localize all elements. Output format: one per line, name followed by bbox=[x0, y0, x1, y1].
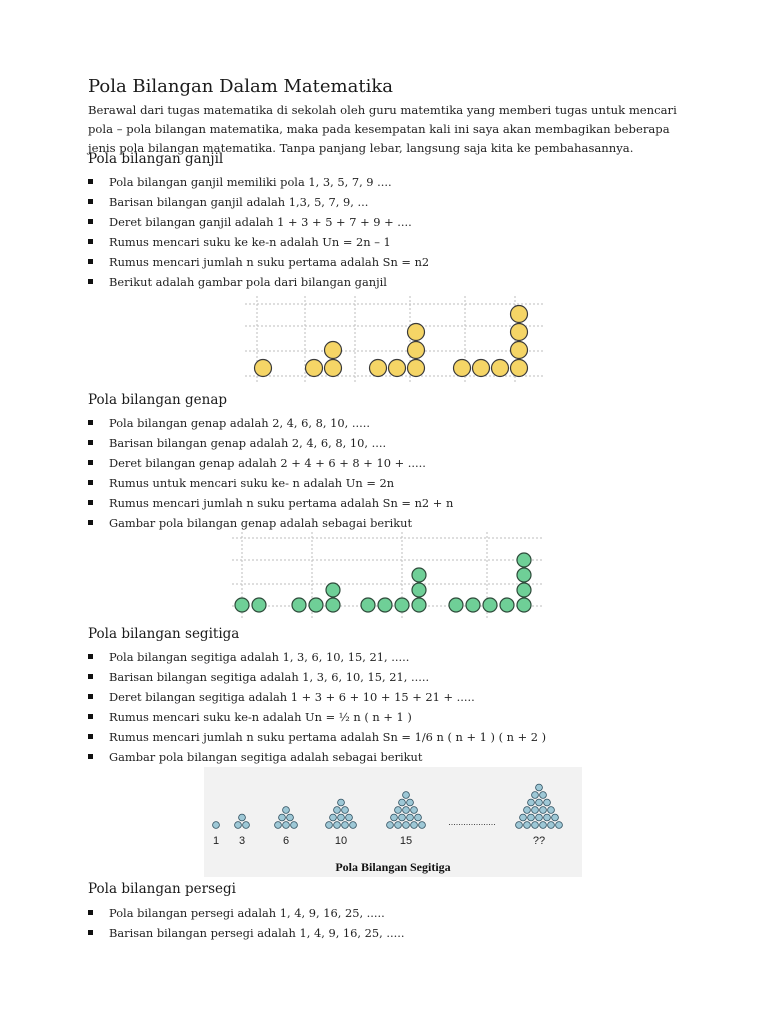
bullet-list-genap bbox=[88, 413, 453, 533]
list-item: Rumus mencari jumlah n suku pertama adalah Sn = n2 + n bbox=[88, 493, 453, 513]
triangle-dot bbox=[536, 784, 543, 791]
triangle-dot bbox=[407, 799, 414, 806]
triangle-dot bbox=[326, 822, 333, 829]
triangle-label: 6 bbox=[282, 835, 290, 847]
triangle-dot bbox=[338, 814, 345, 821]
triangle-dot bbox=[536, 814, 543, 821]
pattern-dot bbox=[412, 568, 426, 582]
triangle-dot bbox=[330, 814, 337, 821]
list-item: Pola bilangan persegi adalah 1, 4, 9, 16, 25, ..... bbox=[88, 903, 405, 923]
pattern-dot bbox=[252, 598, 266, 612]
triangle-dot bbox=[540, 822, 547, 829]
triangle-dot bbox=[556, 822, 563, 829]
bullet-list-ganjil bbox=[88, 172, 429, 292]
triangle-dot bbox=[540, 792, 547, 799]
triangle-dot bbox=[552, 814, 559, 821]
pattern-dot bbox=[370, 360, 387, 377]
list-item: Barisan bilangan persegi adalah 1, 4, 9, 16, 25, ..... bbox=[88, 923, 405, 943]
triangle-dot bbox=[399, 814, 406, 821]
pattern-dot bbox=[255, 360, 272, 377]
pattern-dot bbox=[517, 553, 531, 567]
triangle-dot bbox=[544, 799, 551, 806]
pattern-dot bbox=[511, 306, 528, 323]
triangle-label: ?? bbox=[532, 835, 546, 847]
triangle-label: 1 bbox=[212, 835, 220, 847]
pattern-dot bbox=[466, 598, 480, 612]
list-item: Berikut adalah gambar pola dari bilangan ganjil bbox=[88, 272, 429, 292]
triangle-dot bbox=[334, 807, 341, 814]
triangle-dot bbox=[540, 807, 547, 814]
pattern-dot bbox=[235, 598, 249, 612]
pattern-dot bbox=[473, 360, 490, 377]
list-item: Barisan bilangan genap adalah 2, 4, 6, 8, 10, .... bbox=[88, 433, 453, 453]
bullet-icon bbox=[88, 930, 93, 935]
page-title: Pola Bilangan Dalam Matematika bbox=[88, 76, 393, 97]
triangle-dot bbox=[283, 822, 290, 829]
pattern-dot bbox=[511, 342, 528, 359]
pattern-dot bbox=[325, 360, 342, 377]
pattern-dot bbox=[361, 598, 375, 612]
intro-paragraph: Berawal dari tugas matematika di sekolah oleh guru matemtika yang memberi tugas untuk mencari pola – pola bilangan matematika, maka pada kesempatan kali ini saya akan membagikan beberapa jenis pola bilangan matematika. Tanpa panjang lebar, langsung saja kita ke pembahasannya. bbox=[88, 103, 677, 155]
triangle-dot bbox=[544, 814, 551, 821]
bullet-icon bbox=[88, 500, 93, 505]
list-item: Barisan bilangan segitiga adalah 1, 3, 6, 10, 15, 21, ..... bbox=[88, 667, 546, 687]
triangle-label: 3 bbox=[238, 835, 246, 847]
triangle-dot bbox=[287, 814, 294, 821]
bullet-icon bbox=[88, 259, 93, 264]
bullet-icon bbox=[88, 694, 93, 699]
triangle-dot bbox=[548, 807, 555, 814]
triangle-dot bbox=[342, 807, 349, 814]
pattern-dot bbox=[408, 342, 425, 359]
triangle-dot bbox=[235, 822, 242, 829]
bullet-icon bbox=[88, 714, 93, 719]
triangle-dot bbox=[548, 822, 555, 829]
triangle-dot bbox=[291, 822, 298, 829]
triangle-dot bbox=[399, 799, 406, 806]
bullet-icon bbox=[88, 420, 93, 425]
triangle-dot bbox=[536, 799, 543, 806]
bullet-icon bbox=[88, 910, 93, 915]
pattern-dot bbox=[408, 360, 425, 377]
list-item: Pola bilangan segitiga adalah 1, 3, 6, 10, 15, 21, ..... bbox=[88, 647, 546, 667]
triangle-dot bbox=[411, 807, 418, 814]
pattern-dot bbox=[517, 583, 531, 597]
triangle-dot bbox=[516, 822, 523, 829]
bullet-icon bbox=[88, 199, 93, 204]
pattern-dot bbox=[412, 583, 426, 597]
list-item: Deret bilangan genap adalah 2 + 4 + 6 + 8 + 10 + ..... bbox=[88, 453, 453, 473]
triangle-dot bbox=[528, 814, 535, 821]
pattern-dot bbox=[306, 360, 323, 377]
bullet-icon bbox=[88, 279, 93, 284]
triangle-dot bbox=[532, 822, 539, 829]
figure-caption: Pola Bilangan Segitiga bbox=[335, 860, 451, 874]
section-heading-ganjil: Pola bilangan ganjil bbox=[88, 151, 224, 167]
triangle-dot bbox=[279, 814, 286, 821]
triangle-dot bbox=[334, 822, 341, 829]
section-heading-segitiga: Pola bilangan segitiga bbox=[88, 626, 240, 642]
bullet-icon bbox=[88, 654, 93, 659]
bullet-icon bbox=[88, 440, 93, 445]
pattern-dot bbox=[326, 598, 340, 612]
pattern-dot bbox=[511, 360, 528, 377]
pattern-dot bbox=[325, 342, 342, 359]
triangle-dot bbox=[528, 799, 535, 806]
list-item: Gambar pola bilangan segitiga adalah sebagai berikut bbox=[88, 747, 546, 767]
triangle-pattern-figure bbox=[204, 767, 582, 877]
pattern-dot bbox=[492, 360, 509, 377]
bullet-icon bbox=[88, 734, 93, 739]
triangle-dot bbox=[524, 807, 531, 814]
bullet-icon bbox=[88, 674, 93, 679]
list-item: Rumus untuk mencari suku ke- n adalah Un = 2n bbox=[88, 473, 453, 493]
list-item: Pola bilangan genap adalah 2, 4, 6, 8, 10, ..... bbox=[88, 413, 453, 433]
triangle-dot bbox=[407, 814, 414, 821]
triangle-dot bbox=[419, 822, 426, 829]
bullet-icon bbox=[88, 239, 93, 244]
triangle-dot bbox=[387, 822, 394, 829]
pattern-dot bbox=[378, 598, 392, 612]
pattern-dot bbox=[408, 324, 425, 341]
list-item: Rumus mencari jumlah n suku pertama adalah Sn = n2 bbox=[88, 252, 429, 272]
pattern-dot bbox=[483, 598, 497, 612]
triangle-dot bbox=[403, 792, 410, 799]
bullet-list-segitiga bbox=[88, 647, 546, 767]
triangle-dot bbox=[243, 822, 250, 829]
triangle-dot bbox=[395, 822, 402, 829]
pattern-dot bbox=[309, 598, 323, 612]
triangle-dot bbox=[283, 807, 290, 814]
triangle-dot bbox=[411, 822, 418, 829]
bullet-icon bbox=[88, 520, 93, 525]
pattern-dot bbox=[395, 598, 409, 612]
triangle-dot bbox=[532, 792, 539, 799]
triangle-dot bbox=[403, 822, 410, 829]
section-heading-genap: Pola bilangan genap bbox=[88, 392, 228, 408]
triangle-dot bbox=[342, 822, 349, 829]
list-item: Rumus mencari jumlah n suku pertama adalah Sn = 1/6 n ( n + 1 ) ( n + 2 ) bbox=[88, 727, 546, 747]
triangle-dot bbox=[520, 814, 527, 821]
pattern-dot bbox=[326, 583, 340, 597]
continuation-dots: ................... bbox=[448, 817, 496, 827]
triangle-dot bbox=[346, 814, 353, 821]
list-item: Deret bilangan segitiga adalah 1 + 3 + 6 + 10 + 15 + 21 + ..... bbox=[88, 687, 546, 707]
pattern-dot bbox=[511, 324, 528, 341]
list-item: Rumus mencari suku ke-n adalah Un = ½ n ( n + 1 ) bbox=[88, 707, 546, 727]
triangle-dot bbox=[350, 822, 357, 829]
triangle-label: 10 bbox=[334, 835, 348, 847]
bullet-icon bbox=[88, 219, 93, 224]
triangle-dot bbox=[532, 807, 539, 814]
pattern-dot bbox=[517, 568, 531, 582]
triangle-dot bbox=[338, 799, 345, 806]
section-heading-persegi: Pola bilangan persegi bbox=[88, 881, 236, 897]
pattern-dot bbox=[389, 360, 406, 377]
bullet-icon bbox=[88, 480, 93, 485]
list-item: Barisan bilangan ganjil adalah 1,3, 5, 7, 9, ... bbox=[88, 192, 429, 212]
odd-pattern-figure bbox=[245, 296, 545, 384]
list-item: Deret bilangan ganjil adalah 1 + 3 + 5 + 7 + 9 + .... bbox=[88, 212, 429, 232]
pattern-dot bbox=[454, 360, 471, 377]
triangle-dot bbox=[239, 814, 246, 821]
triangle-dot bbox=[275, 822, 282, 829]
list-item: Pola bilangan ganjil memiliki pola 1, 3, 5, 7, 9 .... bbox=[88, 172, 429, 192]
triangle-dot bbox=[403, 807, 410, 814]
pattern-dot bbox=[500, 598, 514, 612]
triangle-dot bbox=[395, 807, 402, 814]
bullet-list-persegi bbox=[88, 903, 405, 943]
triangle-dot bbox=[391, 814, 398, 821]
triangle-dot bbox=[415, 814, 422, 821]
bullet-icon bbox=[88, 179, 93, 184]
triangle-dot bbox=[213, 822, 220, 829]
bullet-icon bbox=[88, 754, 93, 759]
bullet-icon bbox=[88, 460, 93, 465]
pattern-dot bbox=[292, 598, 306, 612]
triangle-label: 15 bbox=[399, 835, 413, 847]
triangle-dot bbox=[524, 822, 531, 829]
pattern-dot bbox=[517, 598, 531, 612]
pattern-dot bbox=[449, 598, 463, 612]
even-pattern-figure bbox=[232, 532, 542, 620]
list-item: Gambar pola bilangan genap adalah sebagai berikut bbox=[88, 513, 453, 533]
pattern-dot bbox=[412, 598, 426, 612]
list-item: Rumus mencari suku ke ke-n adalah Un = 2n – 1 bbox=[88, 232, 429, 252]
